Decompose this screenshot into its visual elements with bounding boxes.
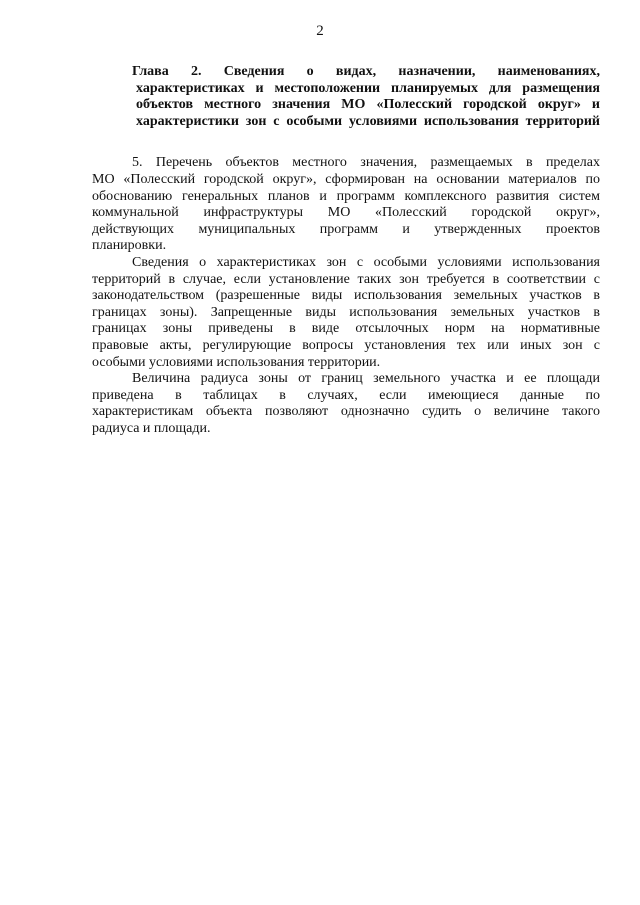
chapter-title-line: характеристиках и местоположении планируемых для размещения [136,80,600,96]
paragraph-line: планировки. [92,238,167,254]
paragraph-line: границах зоны приведены в виде отсылочных норм на нормативные [92,321,600,337]
chapter-title [92,64,600,130]
paragraph-line: коммунальной инфраструктуры МО «Полесский городской округ», [92,205,600,221]
page-number: 2 [316,23,324,39]
paragraph-line: 5. Перечень объектов местного значения, размещаемых в пределах [132,155,600,171]
paragraph-line: приведена в таблицах в случаях, если имеющиеся данные по [92,387,600,403]
paragraph-line: обоснованию генеральных планов и программ комплексного развития систем [92,188,600,204]
paragraph-objects-list [92,155,600,255]
paragraph-zones-info [92,255,600,371]
paragraph-line: территорий в случае, если установление таких зон требуется в соответствии с [92,271,600,287]
paragraph-line: Величина радиуса зоны от границ земельного участка и ее площади [132,371,600,387]
paragraph-line: действующих муниципальных программ и утвержденных проектов [92,221,600,237]
chapter-title-line: Глава 2. Сведения о видах, назначении, наименованиях, [132,64,600,79]
paragraph-line: особыми условиями использования территории. [92,354,381,370]
chapter-title-line: характеристики зон с особыми условиями использования территорий [136,113,600,129]
chapter-title-line: объектов местного значения МО «Полесский городской округ» и [136,97,600,113]
paragraph-line: Сведения о характеристиках зон с особыми условиями использования [132,254,600,270]
paragraph-line: законодательством (разрешенные виды использования земельных участков в [92,288,600,304]
paragraph-line: радиуса и площади. [92,420,211,436]
paragraph-line: МО «Полесский городской округ», сформирован на основании материалов по [92,171,600,187]
paragraph-line: правовые акты, регулирующие вопросы установления тех или иных зон с [92,337,600,353]
page-content [92,64,600,437]
paragraph-zone-radius [92,371,600,437]
paragraph-line: границах зоны). Запрещенные виды использования земельных участков в [92,304,600,320]
paragraph-line: характеристикам объекта позволяют однозначно судить о величине такого [92,404,600,420]
